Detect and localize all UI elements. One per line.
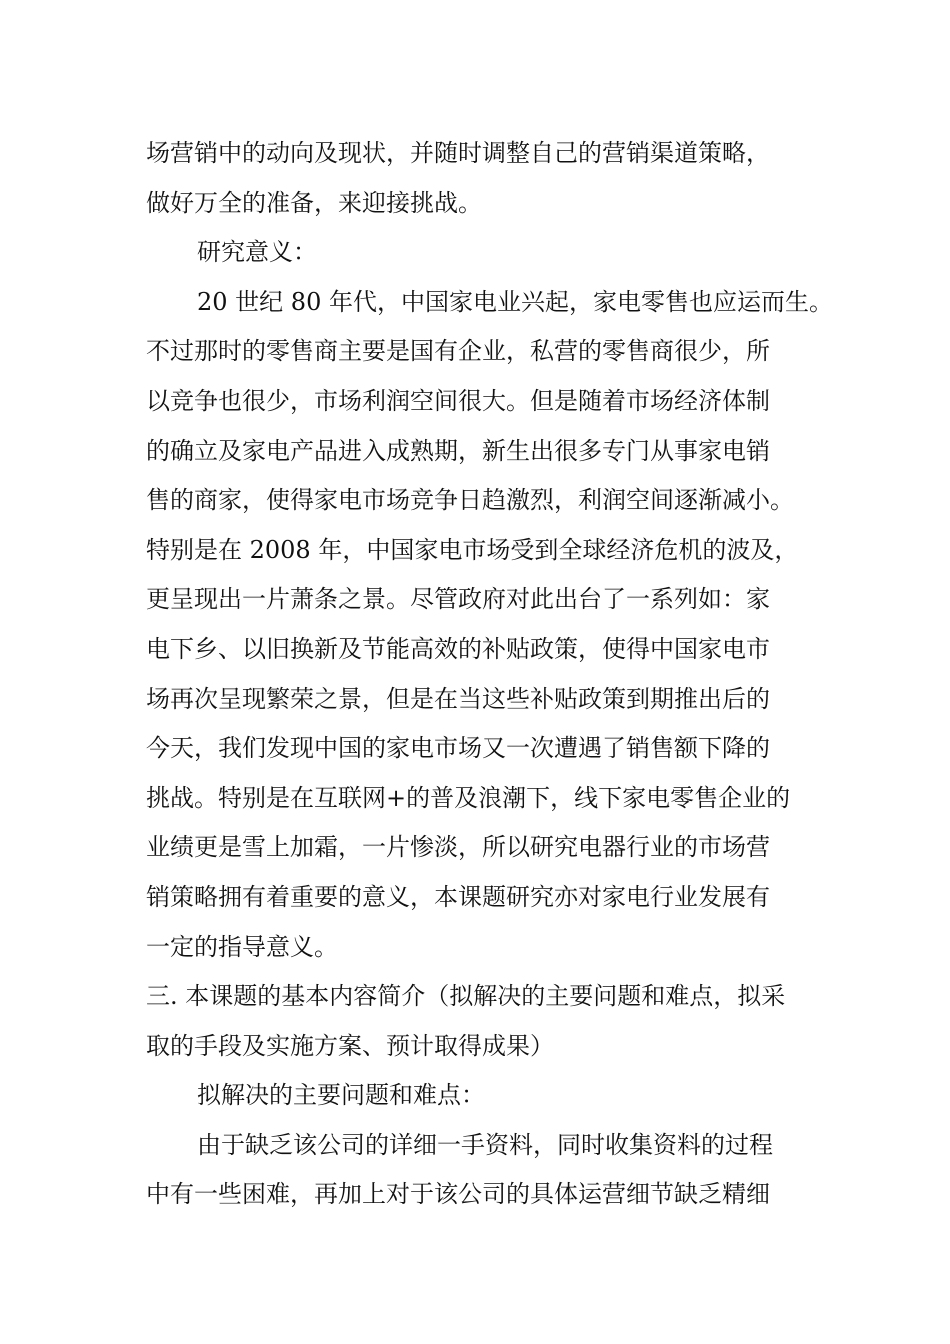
text-line: 销策略拥有着重要的意义，本课题研究亦对家电行业发展有 (146, 882, 770, 911)
text-line: 业绩更是雪上加霜，一片惨淡，所以研究电器行业的市场营 (146, 833, 770, 862)
text-line: 20 世纪 80 年代，中国家电业兴起，家电零售也应运而生。 (197, 287, 833, 316)
text-line: 售的商家，使得家电市场竞争日趋激烈，利润空间逐渐减小。 (146, 486, 794, 515)
text-line: 挑战。特别是在互联网+的普及浪潮下，线下家电零售企业的 (146, 783, 791, 812)
body-text (146, 129, 833, 1220)
text-line: 今天，我们发现中国的家电市场又一次遭遇了销售额下降的 (146, 734, 770, 763)
text-line: 场营销中的动向及现状，并随时调整自己的营销渠道策略， (146, 139, 770, 167)
text-line: 一定的指导意义。 (146, 932, 338, 961)
text-line: 三. 本课题的基本内容简介（拟解决的主要问题和难点，拟采 (146, 982, 786, 1011)
text-line: 更呈现出一片萧条之景。尽管政府对此出台了一系列如：家 (146, 585, 770, 614)
text-line: 以竞争也很少，市场利润空间很大。但是随着市场经济体制 (146, 386, 770, 415)
text-line: 研究意义： (197, 238, 317, 267)
text-line: 中有一些困难，再加上对于该公司的具体运营细节缺乏精细 (146, 1180, 770, 1209)
text-line: 拟解决的主要问题和难点： (197, 1081, 485, 1110)
text-line: 的确立及家电产品进入成熟期，新生出很多专门从事家电销 (146, 436, 770, 465)
text-line: 电下乡、以旧换新及节能高效的补贴政策，使得中国家电市 (146, 634, 770, 663)
text-line: 不过那时的零售商主要是国有企业，私营的零售商很少，所 (146, 337, 770, 366)
text-line: 由于缺乏该公司的详细一手资料，同时收集资料的过程 (197, 1130, 773, 1159)
text-line: 取的手段及实施方案、预计取得成果） (146, 1031, 554, 1060)
text-line: 做好万全的准备，来迎接挑战。 (146, 188, 482, 217)
text-line: 场再次呈现繁荣之景，但是在当这些补贴政策到期推出后的 (146, 684, 770, 713)
text-line: 特别是在 2008 年，中国家电市场受到全球经济危机的波及， (146, 535, 799, 564)
